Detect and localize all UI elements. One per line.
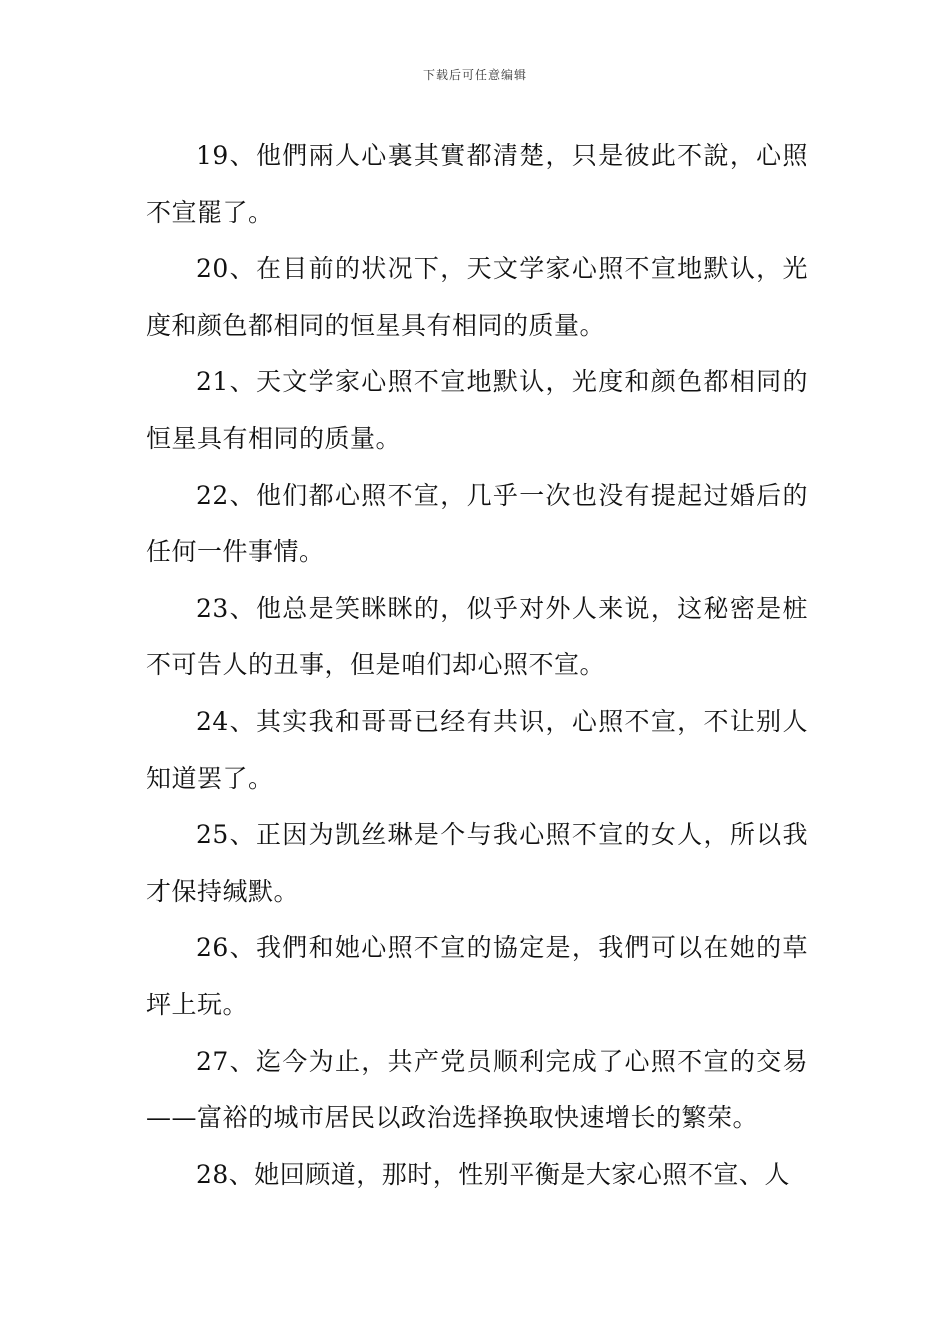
paragraph-19: 19、他們兩人心裏其實都清楚，只是彼此不說，心照不宣罷了。 — [146, 141, 808, 227]
paragraph-28: 28、她回顾道，那时，性别平衡是大家心照不宣、人 — [196, 1159, 790, 1189]
paragraph-20: 20、在目前的状况下，天文学家心照不宣地默认，光度和颜色都相同的恒星具有相同的质量。 — [146, 254, 808, 340]
paragraph-26: 26、我們和她心照不宣的協定是，我們可以在她的草坪上玩。 — [146, 933, 808, 1019]
paragraph-27: 27、迄今为止，共产党员顺利完成了心照不宣的交易——富裕的城市居民以政治选择换取快速增长的繁荣。 — [146, 1046, 808, 1133]
paragraph-25: 25、正因为凯丝琳是个与我心照不宣的女人，所以我才保持缄默。 — [146, 820, 808, 906]
document-body — [146, 128, 808, 1203]
paragraph-24: 24、其实我和哥哥已经有共识，心照不宣，不让别人知道罢了。 — [146, 706, 808, 793]
page-header: 下载后可任意编辑 — [422, 68, 527, 82]
paragraph-23: 23、他总是笑眯眯的，似乎对外人来说，这秘密是桩不可告人的丑事，但是咱们却心照不宣。 — [146, 593, 808, 680]
paragraph-22: 22、他们都心照不宣，几乎一次也没有提起过婚后的任何一件事情。 — [146, 480, 808, 567]
paragraph-21: 21、天文学家心照不宣地默认，光度和颜色都相同的恒星具有相同的质量。 — [146, 367, 808, 453]
